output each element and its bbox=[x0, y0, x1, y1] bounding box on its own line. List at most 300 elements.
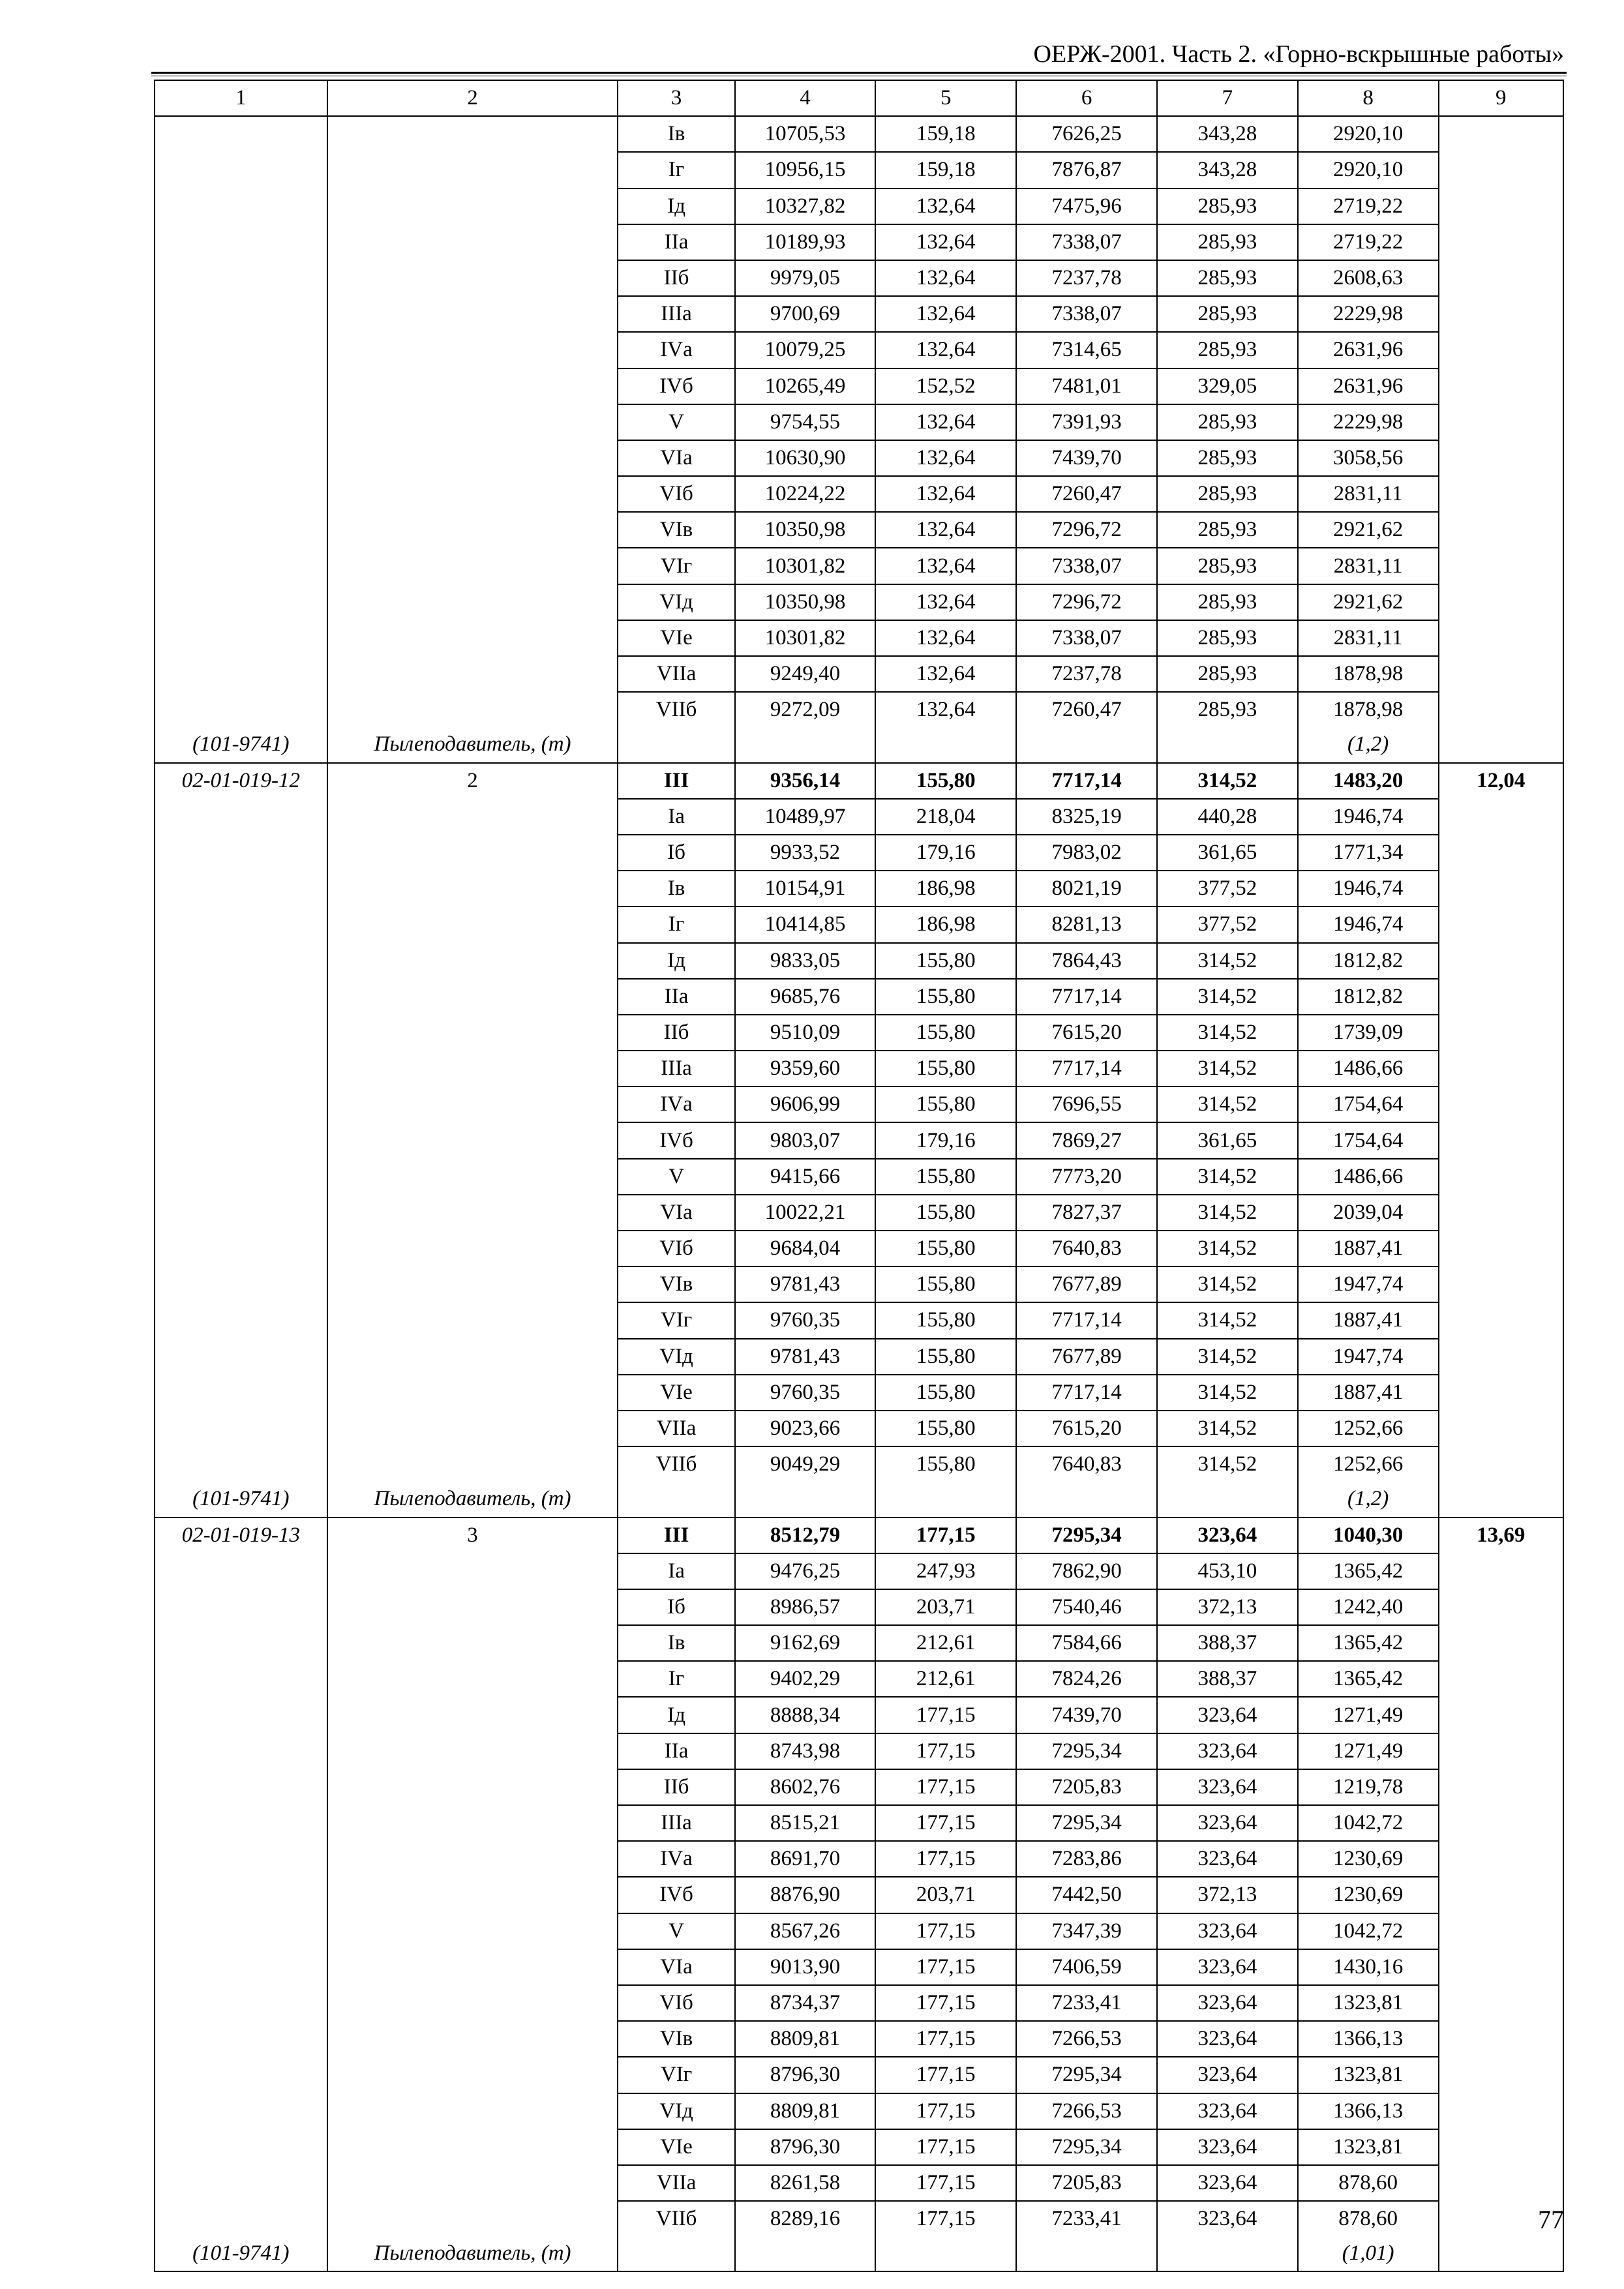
value-cell: 9933,52 bbox=[735, 835, 876, 871]
value-cell: 7295,34 bbox=[1016, 2129, 1157, 2165]
resource-row bbox=[155, 727, 1563, 762]
value-cell: 323,64 bbox=[1157, 2201, 1298, 2236]
resource-row bbox=[155, 1482, 1563, 1517]
col9-cell bbox=[1439, 979, 1563, 1015]
norm-code-cell bbox=[155, 548, 327, 584]
running-header: ОЕРЖ-2001. Часть 2. «Горно-вскрышные работы» bbox=[1033, 40, 1564, 68]
value-cell: 377,52 bbox=[1157, 906, 1298, 942]
category-cell: VIв bbox=[618, 512, 734, 548]
value-cell: 8602,76 bbox=[735, 1769, 876, 1805]
value-cell: 177,15 bbox=[875, 2129, 1016, 2165]
table-row bbox=[155, 440, 1563, 476]
value-cell: 155,80 bbox=[875, 1015, 1016, 1051]
norm-code-cell bbox=[155, 1446, 327, 1482]
value-cell: 7677,89 bbox=[1016, 1339, 1157, 1375]
value-cell: 7677,89 bbox=[1016, 1266, 1157, 1302]
col9-cell bbox=[1439, 692, 1563, 727]
norm-number-cell bbox=[327, 1159, 618, 1195]
value-cell: 7295,34 bbox=[1016, 1733, 1157, 1769]
category-cell: VIе bbox=[618, 1375, 734, 1411]
value-cell: 155,80 bbox=[875, 1302, 1016, 1338]
value-cell: 9272,09 bbox=[735, 692, 876, 727]
value-cell: 7869,27 bbox=[1016, 1122, 1157, 1158]
column-number-row bbox=[155, 80, 1563, 116]
category-cell: IVа bbox=[618, 1841, 734, 1877]
value-cell: 388,37 bbox=[1157, 1625, 1298, 1661]
value-cell: 8809,81 bbox=[735, 2093, 876, 2129]
norm-number-cell bbox=[327, 871, 618, 906]
norm-code-cell bbox=[155, 871, 327, 906]
category-cell: V bbox=[618, 1159, 734, 1195]
category-cell: Iг bbox=[618, 1661, 734, 1697]
value-cell: 132,64 bbox=[875, 404, 1016, 440]
value-cell: 314,52 bbox=[1157, 1195, 1298, 1231]
category-cell: IIб bbox=[618, 1769, 734, 1805]
value-cell: 329,05 bbox=[1157, 368, 1298, 404]
norm-number-cell bbox=[327, 906, 618, 942]
col9-cell bbox=[1439, 1086, 1563, 1122]
value-cell: 177,15 bbox=[875, 2201, 1016, 2236]
norm-code-cell bbox=[155, 1589, 327, 1625]
resource-code-cell: (101-9741) bbox=[155, 1482, 327, 1517]
category-cell: Iг bbox=[618, 152, 734, 188]
value-cell: 7439,70 bbox=[1016, 1697, 1157, 1733]
value-cell: 1242,40 bbox=[1298, 1589, 1439, 1625]
table-row bbox=[155, 2165, 1563, 2201]
value-cell: 9249,40 bbox=[735, 656, 876, 692]
value-cell: 132,64 bbox=[875, 332, 1016, 368]
value-cell: 9415,66 bbox=[735, 1159, 876, 1195]
value-cell: 1947,74 bbox=[1298, 1266, 1439, 1302]
value-cell: 2920,10 bbox=[1298, 116, 1439, 152]
value-cell: 314,52 bbox=[1157, 1231, 1298, 1266]
value-cell: 7442,50 bbox=[1016, 1877, 1157, 1913]
column-number-cell: 4 bbox=[735, 80, 876, 116]
value-cell: 1878,98 bbox=[1298, 656, 1439, 692]
col9-cell bbox=[1439, 871, 1563, 906]
category-cell: VIа bbox=[618, 1949, 734, 1985]
table-row bbox=[155, 2057, 1563, 2093]
value-cell: 7266,53 bbox=[1016, 2093, 1157, 2129]
col9-cell bbox=[1439, 906, 1563, 942]
value-cell: 9760,35 bbox=[735, 1302, 876, 1338]
value-cell: 1040,30 bbox=[1298, 1518, 1439, 1553]
category-cell: IIIа bbox=[618, 296, 734, 332]
category-cell: IIа bbox=[618, 224, 734, 260]
value-cell: 10022,21 bbox=[735, 1195, 876, 1231]
value-cell: 10956,15 bbox=[735, 152, 876, 188]
value-cell: 7615,20 bbox=[1016, 1015, 1157, 1051]
value-cell: 285,93 bbox=[1157, 548, 1298, 584]
category-cell: VIг bbox=[618, 1302, 734, 1338]
value-cell: 323,64 bbox=[1157, 1805, 1298, 1841]
table-row bbox=[155, 1949, 1563, 1985]
value-cell: 3058,56 bbox=[1298, 440, 1439, 476]
value-cell: 7481,01 bbox=[1016, 368, 1157, 404]
value-cell: 285,93 bbox=[1157, 656, 1298, 692]
table-row bbox=[155, 1302, 1563, 1338]
category-cell: VIв bbox=[618, 1266, 734, 1302]
col9-cell bbox=[1439, 1015, 1563, 1051]
value-cell: 323,64 bbox=[1157, 2021, 1298, 2057]
value-cell: 10414,85 bbox=[735, 906, 876, 942]
value-cell: 132,64 bbox=[875, 188, 1016, 224]
value-cell: 1887,41 bbox=[1298, 1231, 1439, 1266]
empty-cell bbox=[735, 1482, 876, 1517]
table-row bbox=[155, 1375, 1563, 1411]
value-cell: 8734,37 bbox=[735, 1985, 876, 2021]
norm-number-cell: 2 bbox=[327, 763, 618, 799]
table-row bbox=[155, 260, 1563, 296]
value-cell: 186,98 bbox=[875, 871, 1016, 906]
col9-cell bbox=[1439, 188, 1563, 224]
category-cell: VIе bbox=[618, 620, 734, 656]
table-row bbox=[155, 943, 1563, 979]
value-cell: 155,80 bbox=[875, 1446, 1016, 1482]
value-cell: 878,60 bbox=[1298, 2201, 1439, 2236]
value-cell: 2920,10 bbox=[1298, 152, 1439, 188]
value-cell: 7475,96 bbox=[1016, 188, 1157, 224]
col9-cell bbox=[1439, 1231, 1563, 1266]
table-row bbox=[155, 1769, 1563, 1805]
value-cell: 323,64 bbox=[1157, 2093, 1298, 2129]
norm-number-cell bbox=[327, 1086, 618, 1122]
norm-code-cell bbox=[155, 332, 327, 368]
table-row bbox=[155, 296, 1563, 332]
value-cell: 7862,90 bbox=[1016, 1553, 1157, 1589]
value-cell: 7338,07 bbox=[1016, 224, 1157, 260]
value-cell: 314,52 bbox=[1157, 763, 1298, 799]
empty-cell bbox=[1157, 727, 1298, 762]
norm-number-cell bbox=[327, 296, 618, 332]
value-cell: 1252,66 bbox=[1298, 1411, 1439, 1446]
category-cell: VIб bbox=[618, 476, 734, 512]
value-cell: 9833,05 bbox=[735, 943, 876, 979]
category-cell: VIIа bbox=[618, 656, 734, 692]
value-cell: 7338,07 bbox=[1016, 548, 1157, 584]
norm-number-cell bbox=[327, 1302, 618, 1338]
value-cell: 132,64 bbox=[875, 296, 1016, 332]
table-row bbox=[155, 1231, 1563, 1266]
category-cell: IVб bbox=[618, 368, 734, 404]
col9-cell bbox=[1439, 1877, 1563, 1913]
value-cell: 7295,34 bbox=[1016, 2057, 1157, 2093]
norm-code-cell bbox=[155, 943, 327, 979]
norm-number-cell bbox=[327, 1446, 618, 1482]
norm-number-cell: 3 bbox=[327, 1518, 618, 1553]
col9-cell bbox=[1439, 1985, 1563, 2021]
value-cell: 177,15 bbox=[875, 1733, 1016, 1769]
value-cell: 314,52 bbox=[1157, 1051, 1298, 1086]
value-cell: 9013,90 bbox=[735, 1949, 876, 1985]
norm-number-cell bbox=[327, 584, 618, 620]
value-cell: 323,64 bbox=[1157, 1913, 1298, 1949]
value-cell: 1946,74 bbox=[1298, 799, 1439, 835]
value-cell: 8986,57 bbox=[735, 1589, 876, 1625]
norm-code-cell bbox=[155, 224, 327, 260]
norm-code-cell bbox=[155, 1051, 327, 1086]
value-cell: 314,52 bbox=[1157, 979, 1298, 1015]
column-number-cell: 9 bbox=[1439, 80, 1563, 116]
value-cell: 361,65 bbox=[1157, 835, 1298, 871]
norm-number-cell bbox=[327, 1231, 618, 1266]
value-cell: 7260,47 bbox=[1016, 476, 1157, 512]
category-cell: VIд bbox=[618, 1339, 734, 1375]
value-cell: 8325,19 bbox=[1016, 799, 1157, 835]
empty-cell bbox=[1016, 1482, 1157, 1517]
norm-code-cell bbox=[155, 2129, 327, 2165]
value-cell: 285,93 bbox=[1157, 620, 1298, 656]
norm-code-cell bbox=[155, 1339, 327, 1375]
value-cell: 186,98 bbox=[875, 906, 1016, 942]
norm-number-cell bbox=[327, 440, 618, 476]
value-cell: 314,52 bbox=[1157, 943, 1298, 979]
value-cell: 7266,53 bbox=[1016, 2021, 1157, 2057]
value-cell: 1219,78 bbox=[1298, 1769, 1439, 1805]
category-cell: VIг bbox=[618, 548, 734, 584]
table-row bbox=[155, 620, 1563, 656]
category-cell: Iв bbox=[618, 1625, 734, 1661]
value-cell: 212,61 bbox=[875, 1661, 1016, 1697]
value-cell: 8515,21 bbox=[735, 1805, 876, 1841]
col9-cell bbox=[1439, 1589, 1563, 1625]
col9-cell bbox=[1439, 1733, 1563, 1769]
resource-code-cell: (101-9741) bbox=[155, 727, 327, 762]
table-row bbox=[155, 332, 1563, 368]
table-row bbox=[155, 1159, 1563, 1195]
category-cell: VIд bbox=[618, 2093, 734, 2129]
norm-number-cell bbox=[327, 1697, 618, 1733]
value-cell: 1754,64 bbox=[1298, 1122, 1439, 1158]
norm-number-cell bbox=[327, 1195, 618, 1231]
value-cell: 177,15 bbox=[875, 1518, 1016, 1553]
col9-cell bbox=[1439, 2021, 1563, 2057]
col9-cell bbox=[1439, 332, 1563, 368]
value-cell: 132,64 bbox=[875, 656, 1016, 692]
value-cell: 7717,14 bbox=[1016, 1051, 1157, 1086]
norm-code-cell: 02-01-019-13 bbox=[155, 1518, 327, 1553]
empty-cell bbox=[875, 1482, 1016, 1517]
category-cell: Iа bbox=[618, 1553, 734, 1589]
value-cell: 343,28 bbox=[1157, 116, 1298, 152]
header-rule bbox=[151, 72, 1567, 76]
value-cell: 285,93 bbox=[1157, 188, 1298, 224]
table-row bbox=[155, 512, 1563, 548]
value-cell: 8796,30 bbox=[735, 2129, 876, 2165]
value-cell: 7584,66 bbox=[1016, 1625, 1157, 1661]
category-cell: III bbox=[618, 763, 734, 799]
col9-cell bbox=[1439, 1375, 1563, 1411]
norm-number-cell bbox=[327, 943, 618, 979]
value-cell: 9685,76 bbox=[735, 979, 876, 1015]
norm-code-cell bbox=[155, 1841, 327, 1877]
value-cell: 132,64 bbox=[875, 548, 1016, 584]
value-cell: 9049,29 bbox=[735, 1446, 876, 1482]
value-cell: 285,93 bbox=[1157, 476, 1298, 512]
norm-code-cell bbox=[155, 620, 327, 656]
value-cell: 323,64 bbox=[1157, 1697, 1298, 1733]
col9-cell bbox=[1439, 584, 1563, 620]
page-number: 77 bbox=[1538, 2205, 1564, 2234]
col9-cell bbox=[1439, 2129, 1563, 2165]
col9-cell bbox=[1439, 656, 1563, 692]
norm-code-cell bbox=[155, 152, 327, 188]
col9-cell bbox=[1439, 799, 1563, 835]
value-cell: 10301,82 bbox=[735, 548, 876, 584]
value-cell: 8796,30 bbox=[735, 2057, 876, 2093]
value-cell: 9023,66 bbox=[735, 1411, 876, 1446]
norm-number-cell bbox=[327, 512, 618, 548]
table-row bbox=[155, 656, 1563, 692]
empty-cell bbox=[1439, 1482, 1563, 1517]
col9-cell bbox=[1439, 620, 1563, 656]
value-cell: 8888,34 bbox=[735, 1697, 876, 1733]
value-cell: 9684,04 bbox=[735, 1231, 876, 1266]
category-cell: Iд bbox=[618, 943, 734, 979]
value-cell: 1230,69 bbox=[1298, 1877, 1439, 1913]
norm-code-cell bbox=[155, 1302, 327, 1338]
col9-cell bbox=[1439, 2093, 1563, 2129]
table-row bbox=[155, 799, 1563, 835]
value-cell: 9979,05 bbox=[735, 260, 876, 296]
empty-cell bbox=[1157, 2236, 1298, 2271]
value-cell: 343,28 bbox=[1157, 152, 1298, 188]
value-cell: 10224,22 bbox=[735, 476, 876, 512]
value-cell: 203,71 bbox=[875, 1877, 1016, 1913]
value-cell: 7717,14 bbox=[1016, 763, 1157, 799]
value-cell: 1483,20 bbox=[1298, 763, 1439, 799]
value-cell: 7338,07 bbox=[1016, 296, 1157, 332]
norm-code-cell bbox=[155, 116, 327, 152]
col9-cell bbox=[1439, 404, 1563, 440]
table-row bbox=[155, 1553, 1563, 1589]
value-cell: 7626,25 bbox=[1016, 116, 1157, 152]
value-cell: 132,64 bbox=[875, 584, 1016, 620]
value-cell: 159,18 bbox=[875, 152, 1016, 188]
value-cell: 155,80 bbox=[875, 1051, 1016, 1086]
category-cell: IIа bbox=[618, 979, 734, 1015]
value-cell: 1271,49 bbox=[1298, 1697, 1439, 1733]
norm-number-cell bbox=[327, 1913, 618, 1949]
column-number-cell: 3 bbox=[618, 80, 734, 116]
col9-cell bbox=[1439, 1841, 1563, 1877]
value-cell: 314,52 bbox=[1157, 1411, 1298, 1446]
norm-code-cell bbox=[155, 260, 327, 296]
norm-number-cell bbox=[327, 368, 618, 404]
col9-cell bbox=[1439, 512, 1563, 548]
value-cell: 132,64 bbox=[875, 620, 1016, 656]
norm-code-cell bbox=[155, 2093, 327, 2129]
value-cell: 372,13 bbox=[1157, 1589, 1298, 1625]
category-cell: VIв bbox=[618, 2021, 734, 2057]
norm-code-cell bbox=[155, 2165, 327, 2201]
col9-cell: 13,69 bbox=[1439, 1518, 1563, 1553]
value-cell: 155,80 bbox=[875, 1231, 1016, 1266]
table-row bbox=[155, 763, 1563, 799]
value-cell: 152,52 bbox=[875, 368, 1016, 404]
category-cell: Iв bbox=[618, 116, 734, 152]
value-cell: 1812,82 bbox=[1298, 979, 1439, 1015]
value-cell: 10350,98 bbox=[735, 584, 876, 620]
category-cell: Iд bbox=[618, 188, 734, 224]
table-row bbox=[155, 188, 1563, 224]
value-cell: 1486,66 bbox=[1298, 1051, 1439, 1086]
column-number-cell: 8 bbox=[1298, 80, 1439, 116]
value-cell: 7338,07 bbox=[1016, 620, 1157, 656]
value-cell: 1365,42 bbox=[1298, 1625, 1439, 1661]
value-cell: 155,80 bbox=[875, 1411, 1016, 1446]
category-cell: Iа bbox=[618, 799, 734, 835]
table-row bbox=[155, 224, 1563, 260]
col9-cell bbox=[1439, 1159, 1563, 1195]
category-cell: Iв bbox=[618, 871, 734, 906]
value-cell: 1365,42 bbox=[1298, 1553, 1439, 1589]
value-cell: 1887,41 bbox=[1298, 1302, 1439, 1338]
table-row bbox=[155, 2021, 1563, 2057]
value-cell: 9700,69 bbox=[735, 296, 876, 332]
table-row bbox=[155, 1625, 1563, 1661]
value-cell: 7615,20 bbox=[1016, 1411, 1157, 1446]
norm-code-cell bbox=[155, 1697, 327, 1733]
norm-number-cell bbox=[327, 2057, 618, 2093]
norm-code-cell bbox=[155, 1769, 327, 1805]
norm-code-cell bbox=[155, 1266, 327, 1302]
category-cell: IIб bbox=[618, 1015, 734, 1051]
column-number-cell: 5 bbox=[875, 80, 1016, 116]
value-cell: 177,15 bbox=[875, 1841, 1016, 1877]
norm-code-cell bbox=[155, 368, 327, 404]
value-cell: 323,64 bbox=[1157, 2057, 1298, 2093]
resource-code-cell: (101-9741) bbox=[155, 2236, 327, 2271]
category-cell: IVа bbox=[618, 1086, 734, 1122]
category-cell: Iг bbox=[618, 906, 734, 942]
norm-number-cell bbox=[327, 1375, 618, 1411]
value-cell: 7237,78 bbox=[1016, 260, 1157, 296]
value-cell: 9803,07 bbox=[735, 1122, 876, 1158]
value-cell: 9162,69 bbox=[735, 1625, 876, 1661]
table-row bbox=[155, 1411, 1563, 1446]
norm-number-cell bbox=[327, 2129, 618, 2165]
col9-cell bbox=[1439, 1195, 1563, 1231]
table-row bbox=[155, 835, 1563, 871]
category-cell: VIIб bbox=[618, 1446, 734, 1482]
value-cell: 7717,14 bbox=[1016, 1302, 1157, 1338]
value-cell: 314,52 bbox=[1157, 1086, 1298, 1122]
value-cell: 1771,34 bbox=[1298, 835, 1439, 871]
value-cell: 159,18 bbox=[875, 116, 1016, 152]
value-cell: 2608,63 bbox=[1298, 260, 1439, 296]
table-row bbox=[155, 404, 1563, 440]
value-cell: 361,65 bbox=[1157, 1122, 1298, 1158]
norm-code-cell bbox=[155, 1195, 327, 1231]
category-cell: VIIа bbox=[618, 2165, 734, 2201]
value-cell: 10265,49 bbox=[735, 368, 876, 404]
column-number-cell: 2 bbox=[327, 80, 618, 116]
empty-cell bbox=[875, 727, 1016, 762]
value-cell: 1271,49 bbox=[1298, 1733, 1439, 1769]
value-cell: 155,80 bbox=[875, 1195, 1016, 1231]
norm-number-cell bbox=[327, 1985, 618, 2021]
norm-number-cell bbox=[327, 2201, 618, 2236]
col9-cell bbox=[1439, 260, 1563, 296]
value-cell: 7233,41 bbox=[1016, 1985, 1157, 2021]
value-cell: 9781,43 bbox=[735, 1266, 876, 1302]
value-cell: 1812,82 bbox=[1298, 943, 1439, 979]
empty-cell bbox=[618, 2236, 734, 2271]
norm-number-cell bbox=[327, 476, 618, 512]
value-cell: 9356,14 bbox=[735, 763, 876, 799]
value-cell: 314,52 bbox=[1157, 1159, 1298, 1195]
